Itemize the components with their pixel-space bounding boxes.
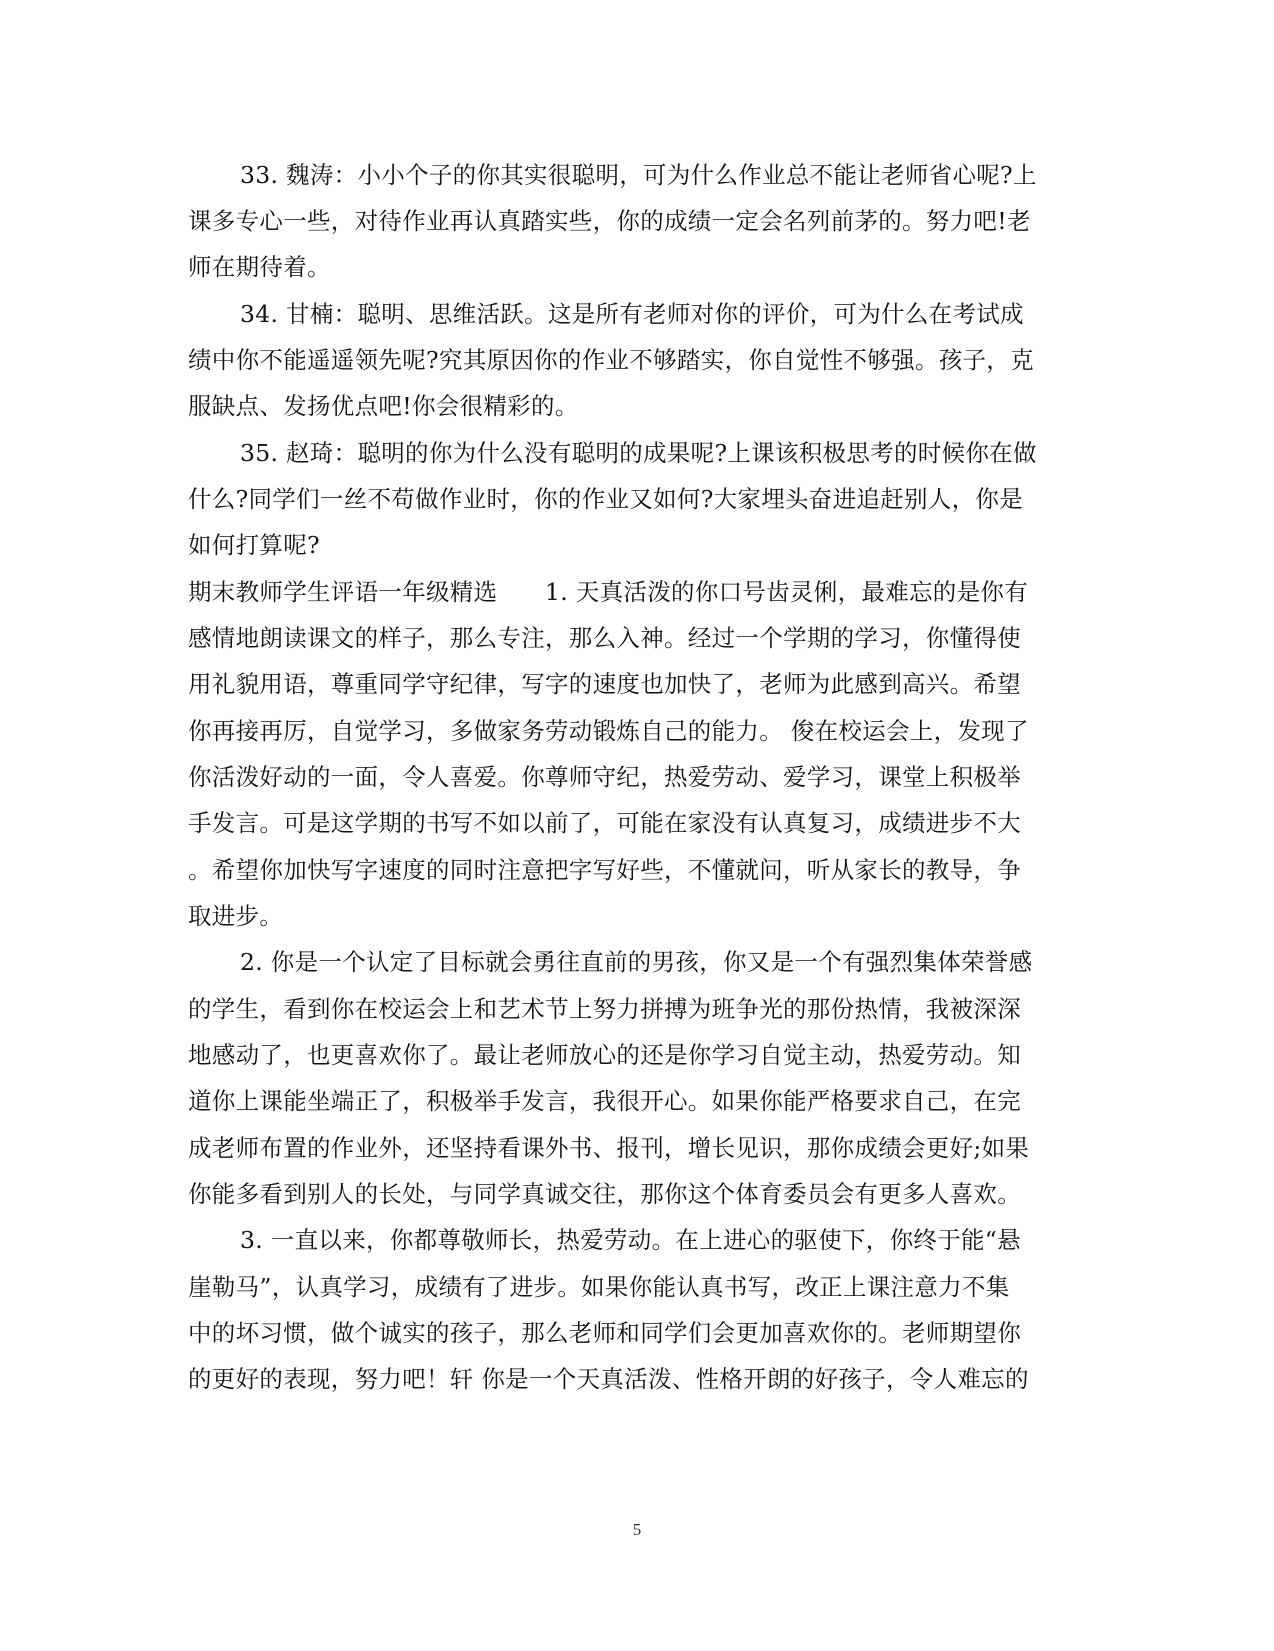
text-line: 服缺点、发扬优点吧!你会很精彩的。	[188, 392, 579, 420]
text-line: 35. 赵琦：聪明的你为什么没有聪明的成果呢?上课该积极思考的时候你在做	[240, 439, 1037, 467]
text-line: 成老师布置的作业外，还坚持看课外书、报刊，增长见识，那你成绩会更好;如果	[188, 1134, 1030, 1162]
text-line: 33. 魏涛：小小个子的你其实很聪明，可为什么作业总不能让老师省心呢?上	[240, 161, 1037, 189]
text-line: 你能多看到别人的长处，与同学真诚交往，那你这个体育委员会有更多人喜欢。	[188, 1180, 1021, 1208]
text-line: 你再接再厉，自觉学习，多做家务劳动锻炼自己的能力。 俊在校运会上，发现了	[188, 717, 1029, 745]
text-line: 。希望你加快写字速度的同时注意把字写好些，不懂就问，听从家长的教导，争	[188, 856, 1021, 884]
text-line: 绩中你不能遥遥领先呢?究其原因你的作业不够踏实，你自觉性不够强。孩子，克	[188, 346, 1034, 374]
text-line: 的更好的表现，努力吧！轩 你是一个天真活泼、性格开朗的好孩子，令人难忘的	[188, 1365, 1029, 1393]
text-line: 课多专心一些，对待作业再认真踏实些，你的成绩一定会名列前茅的。努力吧!老	[188, 207, 1031, 235]
text-line: 你活泼好动的一面，令人喜爱。你尊师守纪，热爱劳动、爱学习，课堂上积极举	[188, 763, 1021, 791]
text-line: 的学生，看到你在校运会上和艺术节上努力拼搏为班争光的那份热情，我被深深	[188, 995, 1021, 1023]
text-line: 感情地朗读课文的样子，那么专注，那么入神。经过一个学期的学习，你懂得使	[188, 624, 1021, 652]
text-line: 地感动了，也更喜欢你了。最让老师放心的还是你学习自觉主动，热爱劳动。知	[188, 1041, 1021, 1069]
text-line: 手发言。可是这学期的书写不如以前了，可能在家没有认真复习，成绩进步不大	[188, 809, 1021, 837]
text-line: 师在期待着。	[188, 253, 331, 281]
text-line: 取进步。	[188, 902, 284, 930]
text-line: 2. 你是一个认定了目标就会勇往直前的男孩，你又是一个有强烈集体荣誉感	[240, 948, 1033, 976]
text-line: 道你上课能坐端正了，积极举手发言，我很开心。如果你能严格要求自己，在完	[188, 1087, 1021, 1115]
text-line: 如何打算呢?	[188, 531, 320, 559]
page-number: 5	[632, 1520, 642, 1539]
text-line: 中的坏习惯，做个诚实的孩子，那么老师和同学们会更加喜欢你的。老师期望你	[188, 1319, 1021, 1347]
text-line: 什么?同学们一丝不苟做作业时，你的作业又如何?大家埋头奋进追赶别人，你是	[188, 485, 1023, 513]
text-line: 3. 一直以来，你都尊敬师长，热爱劳动。在上进心的驱使下，你终于能“悬	[240, 1226, 1021, 1254]
text-line: 用礼貌用语，尊重同学守纪律，写字的速度也加快了，老师为此感到高兴。希望	[188, 670, 1021, 698]
text-line: 34. 甘楠：聪明、思维活跃。这是所有老师对你的评价，可为什么在考试成	[240, 300, 1024, 328]
section-heading-line: 期末教师学生评语一年级精选 1. 天真活泼的你口号齿灵俐，最难忘的是你有	[188, 578, 1028, 606]
text-line: 崖勒马”，认真学习，成绩有了进步。如果你能认真书写，改正上课注意力不集	[188, 1273, 1010, 1301]
